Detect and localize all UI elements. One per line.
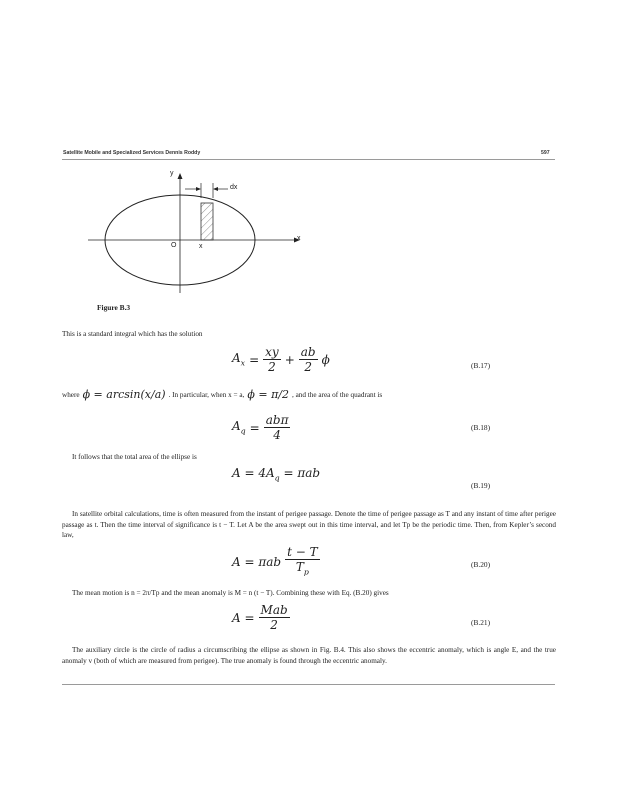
dx-left-arrowhead: [196, 187, 201, 191]
equation-number-b18: (B.18): [471, 423, 491, 432]
equation-b18: $A_q$ = $\frac{\text{abπ}}{4}$: [232, 413, 289, 442]
y-axis-label: y: [170, 170, 174, 177]
equation-number-b21: (B.21): [471, 618, 491, 627]
dx-right-arrowhead: [213, 187, 218, 191]
equation-b20: A = πab $\frac{t - T}{T_p}$: [232, 545, 318, 577]
origin-label: O: [171, 242, 177, 249]
equation-number-b20: (B.20): [471, 560, 491, 569]
running-title: Satellite Mobile and Specialized Services Dennis Roddy: [63, 150, 201, 156]
y-axis-arrow: [178, 173, 183, 179]
header-rule: [62, 159, 555, 160]
equation-b21: A = $\frac{\text{Mab}}{2}$: [232, 603, 288, 632]
equation-b19: $A = 4A_q = \pi ab$: [232, 466, 321, 483]
paragraph-total-area: It follows that the total area of the ellipse is: [72, 453, 197, 461]
x-axis-label: x: [297, 235, 301, 242]
ellipse-figure: [80, 165, 310, 300]
equation-b17: $A_x$ = $\frac{xy}{2}$ + $\frac{ab}{2}$ ϕ: [232, 345, 330, 374]
footer-rule: [62, 684, 555, 685]
dx-label: dx: [230, 184, 238, 191]
x-tick-label: x: [199, 243, 203, 250]
paragraph-auxiliary-circle: The auxiliary circle is the circle of radius a circumscribing the ellipse as shown in Fig. B.4. This also shows the eccentric anomaly, which is angle E, and the true anomaly v (both of which are measured from perigee). The true anomaly is found through the eccentric anomaly.: [62, 646, 556, 665]
paragraph-kepler: In satellite orbital calculations, time is often measured from the instant of perigee passage. Denote the time of perigee passage as T and any instant of time after perigee passage as t. Then the time interval of significance is t − T. Let A be the area swept out in this time interval, and let Tp be the periodic time. Then, from Kepler’s second law,: [62, 510, 556, 540]
equation-number-b17: (B.17): [471, 361, 491, 370]
paragraph-mean-motion: The mean motion is n = 2π/Tp and the mean anomaly is M = n (t − T). Combining these with Eq. (B.20) gives: [72, 589, 389, 597]
page-number: 597: [541, 150, 550, 156]
paragraph-where: where ϕ = arcsin(x/a) . In particular, when x = a, ϕ = π/2 , and the area of the quadrant is: [62, 388, 383, 401]
figure-caption: Figure B.3: [97, 303, 131, 312]
equation-number-b19: (B.19): [471, 481, 491, 490]
paragraph-standard-integral: This is a standard integral which has the solution: [62, 330, 203, 338]
hatched-strip: [201, 203, 213, 240]
